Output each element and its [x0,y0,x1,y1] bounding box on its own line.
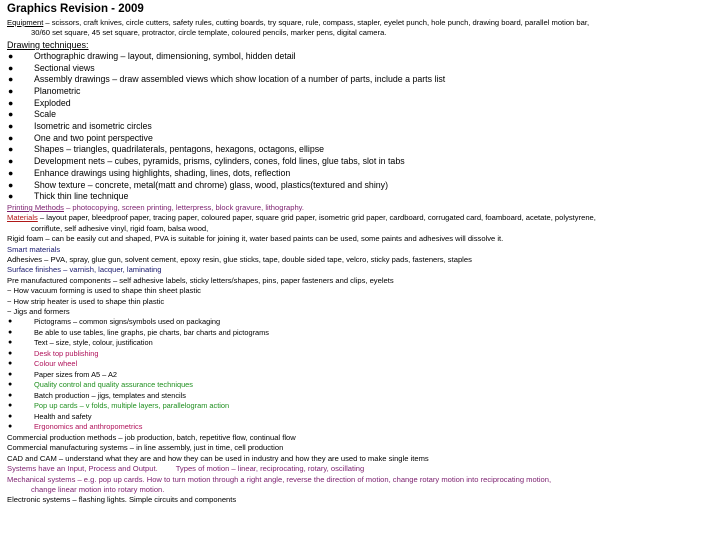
bullet-icon: ● [8,381,13,389]
bullet-icon: ● [8,360,13,368]
systems-input-text: Systems have an Input, Process and Output. [7,464,158,474]
drawing-technique-text: Shapes – triangles, quadrilaterals, pentagons, hexagons, octagons, ellipse [34,144,325,155]
drawing-technique-item [7,109,715,121]
bullet-icon: ● [8,167,14,178]
bullet-icon: ● [8,109,14,120]
materials-text: – layout paper, bleedproof paper, tracing paper, coloured paper, square grid paper, isometric grid paper, cardboard, corrugated card, foamboard, acetate, polystyrene, [37,213,596,223]
bullet-icon: ● [8,191,14,202]
materials-line [7,213,715,223]
bullet-icon: ● [8,74,14,85]
equipment-line [7,18,715,28]
drawing-technique-text: Isometric and isometric circles [34,121,152,132]
topic-text: Ergonomics and anthropometrics [34,422,143,432]
bullet-icon: ● [8,97,14,108]
bullet-icon: ● [8,179,14,190]
drawing-technique-item [7,74,715,86]
drawing-technique-item [7,98,715,110]
drawing-technique-text: Planometric [34,85,81,96]
topic-item [7,349,715,360]
topic-item [7,370,715,381]
mechanical-systems-continuation: change linear motion into rotary motion. [31,484,165,494]
drawing-technique-item [7,121,715,133]
topic-item [7,401,715,412]
bullet-icon: ● [8,85,14,96]
bullet-icon: ● [8,156,14,167]
drawing-technique-text: Sectional views [34,62,95,73]
drawing-technique-item [7,191,715,203]
electronic-systems-line: Electronic systems – flashing lights. Simple circuits and components [7,495,237,505]
topic-text: Batch production – jigs, templates and stencils [34,390,187,400]
premanufactured-line: Pre manufactured components – self adhesive labels, sticky letters/shapes, pins, paper fasteners and clips, eyelets [7,275,394,285]
strip-heater-line: ~ How strip heater is used to shape thin plastic [7,296,165,306]
commercial-methods-line: Commercial production methods – job production, batch, repetitive flow, continual flow [7,432,296,442]
topic-text: Quality control and quality assurance techniques [34,380,193,390]
drawing-technique-text: Development nets – cubes, pyramids, prisms, cylinders, cones, fold lines, glue tabs, slot in tabs [34,156,405,167]
drawing-technique-text: Assembly drawings – draw assembled views which show location of a number of parts, include a parts list [34,74,446,85]
page-title: Graphics Revision - 2009 [7,3,144,15]
topic-item [7,412,715,423]
drawing-technique-item [7,168,715,180]
bullet-icon: ● [8,391,13,399]
topic-item [7,328,715,339]
topic-text: Colour wheel [34,359,78,369]
topic-item [7,422,715,433]
topic-item [7,338,715,349]
bullet-icon: ● [8,423,13,431]
revision-document [7,2,715,506]
drawing-technique-text: Show texture – concrete, metal(matt and chrome) glass, wood, plastics(textured and shiny) [34,179,388,190]
equipment-label: Equipment [7,18,44,27]
drawing-technique-text: Scale [34,109,57,120]
equipment-continuation: 30/60 set square, 45 set square, protractor, circle template, coloured pencils, marker pens, digital camera. [31,28,387,38]
topic-text: Text – size, style, colour, justification [34,338,153,348]
drawing-technique-text: Exploded [34,97,71,108]
topic-item [7,391,715,402]
smart-materials-line: Smart materials [7,244,61,254]
bullet-icon: ● [8,318,13,326]
drawing-techniques-list [7,51,715,203]
drawing-technique-text: One and two point perspective [34,132,153,143]
bullet-icon: ● [8,328,13,336]
topics-list [7,317,715,433]
drawing-technique-item [7,51,715,63]
drawing-technique-item [7,63,715,75]
drawing-technique-text: Enhance drawings using highlights, shading, lines, dots, reflection [34,167,291,178]
bullet-icon: ● [8,50,14,61]
bullet-icon: ● [8,62,14,73]
jigs-line: ~ Jigs and formers [7,307,70,317]
systems-line [7,464,715,474]
materials-continuation: corriflute, self adhesive vinyl, rigid foam, balsa wood, [31,223,209,233]
bullet-icon: ● [8,121,14,132]
bullet-icon: ● [8,132,14,143]
topic-text: Pop up cards – v folds, multiple layers, parallelogram action [34,401,230,411]
drawing-technique-item [7,144,715,156]
equipment-text: – scissors, craft knives, circle cutters, safety rules, cutting boards, try square, rule, compass, stapler, eyelet punch, hole punch, drawing board, parallel motion bar, [43,18,590,27]
topic-text: Be able to use tables, line graphs, pie charts, bar charts and pictograms [34,327,269,337]
drawing-techniques-heading: Drawing techniques: [7,39,89,50]
printing-methods-line [7,203,715,213]
surface-finishes-line: Surface finishes – varnish, lacquer, laminating [7,265,162,275]
bullet-icon: ● [8,144,14,155]
drawing-technique-item [7,156,715,168]
topic-item [7,359,715,370]
topic-item [7,380,715,391]
topic-item [7,317,715,328]
drawing-technique-item [7,133,715,145]
materials-label: Materials [7,213,38,223]
types-of-motion-text: Types of motion – linear, reciprocating, rotary, oscillating [175,464,365,474]
topic-text: Health and safety [34,411,92,421]
bullet-icon: ● [8,412,13,420]
drawing-technique-text: Thick thin line technique [34,191,129,202]
bullet-icon: ● [8,370,13,378]
mechanical-systems-line: Mechanical systems – e.g. pop up cards. How to turn motion through a right angle, reverse the direction of motion, change rotary motion into reciprocating motion, [7,474,552,484]
drawing-technique-text: Orthographic drawing – layout, dimensioning, symbol, hidden detail [34,50,296,61]
adhesives-line: Adhesives – PVA, spray, glue gun, solvent cement, epoxy resin, glue sticks, tape, double sided tape, velcro, sticky pads, fasteners, staples [7,254,472,264]
topic-text: Pictograms – common signs/symbols used on packaging [34,317,221,327]
printing-methods-label: Printing Methods [7,202,64,212]
topic-text: Desk top publishing [34,348,99,358]
vacuum-forming-line: ~ How vacuum forming is used to shape thin sheet plastic [7,286,201,296]
topic-text: Paper sizes from A5 – A2 [34,369,117,379]
printing-methods-text: – photocopying, screen printing, letterpress, block gravure, lithography. [63,202,305,212]
rigid-foam-line: Rigid foam – can be easily cut and shaped, PVA is suitable for joining it, water based paints can be used, some paints and adhesives will dissolve it. [7,234,504,244]
drawing-technique-item [7,180,715,192]
cad-cam-line: CAD and CAM – understand what they are and how they can be used in industry and how they are used to make single items [7,453,429,463]
bullet-icon: ● [8,339,13,347]
commercial-systems-line: Commercial manufacturing systems – in line assembly, just in time, cell production [7,443,284,453]
bullet-icon: ● [8,349,13,357]
drawing-technique-item [7,86,715,98]
bullet-icon: ● [8,402,13,410]
